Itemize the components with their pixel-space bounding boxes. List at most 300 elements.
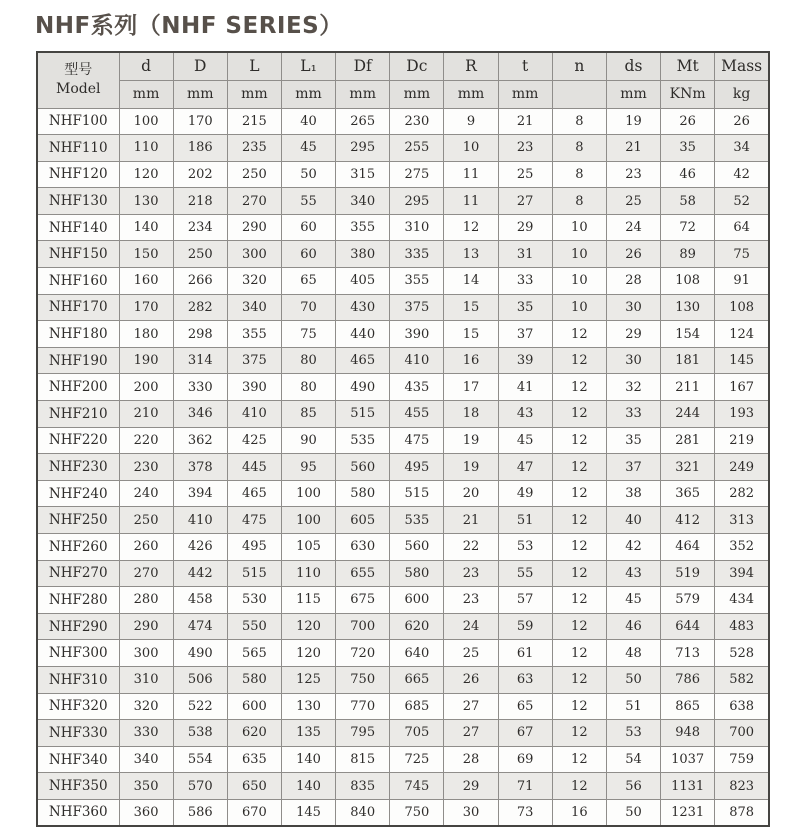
value-cell: 440: [336, 321, 390, 348]
value-cell: 154: [661, 321, 715, 348]
value-cell: 340: [119, 746, 173, 773]
model-cell: NHF140: [37, 214, 119, 241]
value-cell: 38: [606, 480, 660, 507]
table-row: [37, 534, 769, 561]
value-cell: 130: [661, 294, 715, 321]
value-cell: 45: [606, 587, 660, 614]
value-cell: 42: [715, 161, 769, 188]
column-header: t: [498, 52, 552, 80]
value-cell: 100: [119, 108, 173, 135]
value-cell: 12: [552, 560, 606, 587]
value-cell: 355: [227, 321, 281, 348]
column-header: R: [444, 52, 498, 80]
value-cell: 280: [119, 587, 173, 614]
value-cell: 340: [336, 188, 390, 215]
value-cell: 445: [227, 454, 281, 481]
value-cell: 650: [227, 773, 281, 800]
value-cell: 65: [498, 693, 552, 720]
value-cell: 346: [173, 401, 227, 428]
value-cell: 145: [715, 347, 769, 374]
value-cell: 300: [227, 241, 281, 268]
value-cell: 795: [336, 720, 390, 747]
value-cell: 515: [390, 480, 444, 507]
value-cell: 230: [390, 108, 444, 135]
value-cell: 200: [119, 374, 173, 401]
value-cell: 21: [444, 507, 498, 534]
value-cell: 635: [227, 746, 281, 773]
model-cell: NHF260: [37, 534, 119, 561]
value-cell: 425: [227, 427, 281, 454]
value-cell: 11: [444, 161, 498, 188]
value-cell: 355: [390, 268, 444, 295]
model-cell: NHF340: [37, 746, 119, 773]
column-unit: kg: [715, 80, 769, 108]
value-cell: 770: [336, 693, 390, 720]
value-cell: 167: [715, 374, 769, 401]
value-cell: 675: [336, 587, 390, 614]
model-cell: NHF210: [37, 401, 119, 428]
value-cell: 25: [606, 188, 660, 215]
value-cell: 61: [498, 640, 552, 667]
table-row: [37, 454, 769, 481]
value-cell: 56: [606, 773, 660, 800]
value-cell: 33: [606, 401, 660, 428]
value-cell: 14: [444, 268, 498, 295]
value-cell: 1131: [661, 773, 715, 800]
value-cell: 21: [498, 108, 552, 135]
table-row: [37, 613, 769, 640]
model-cell: NHF310: [37, 666, 119, 693]
value-cell: 80: [281, 347, 335, 374]
table-row: [37, 507, 769, 534]
table-row: [37, 746, 769, 773]
value-cell: 410: [173, 507, 227, 534]
value-cell: 12: [552, 640, 606, 667]
model-cell: NHF240: [37, 480, 119, 507]
value-cell: 10: [444, 135, 498, 162]
value-cell: 135: [281, 720, 335, 747]
value-cell: 193: [715, 401, 769, 428]
value-cell: 522: [173, 693, 227, 720]
value-cell: 170: [173, 108, 227, 135]
value-cell: 300: [119, 640, 173, 667]
value-cell: 43: [606, 560, 660, 587]
value-cell: 42: [606, 534, 660, 561]
value-cell: 210: [119, 401, 173, 428]
value-cell: 140: [281, 746, 335, 773]
value-cell: 705: [390, 720, 444, 747]
value-cell: 18: [444, 401, 498, 428]
value-cell: 270: [227, 188, 281, 215]
value-cell: 655: [336, 560, 390, 587]
value-cell: 465: [336, 347, 390, 374]
value-cell: 835: [336, 773, 390, 800]
value-cell: 315: [336, 161, 390, 188]
value-cell: 63: [498, 666, 552, 693]
value-cell: 50: [606, 799, 660, 826]
value-cell: 46: [606, 613, 660, 640]
value-cell: 630: [336, 534, 390, 561]
value-cell: 89: [661, 241, 715, 268]
value-cell: 20: [444, 480, 498, 507]
value-cell: 586: [173, 799, 227, 826]
table-row: [37, 108, 769, 135]
value-cell: 55: [281, 188, 335, 215]
value-cell: 51: [606, 693, 660, 720]
value-cell: 26: [606, 241, 660, 268]
value-cell: 24: [444, 613, 498, 640]
value-cell: 435: [390, 374, 444, 401]
value-cell: 220: [119, 427, 173, 454]
value-cell: 600: [390, 587, 444, 614]
value-cell: 110: [281, 560, 335, 587]
table-row: [37, 640, 769, 667]
value-cell: 59: [498, 613, 552, 640]
value-cell: 579: [661, 587, 715, 614]
value-cell: 464: [661, 534, 715, 561]
value-cell: 12: [552, 587, 606, 614]
value-cell: 55: [498, 560, 552, 587]
column-unit: mm: [444, 80, 498, 108]
value-cell: 266: [173, 268, 227, 295]
value-cell: 535: [336, 427, 390, 454]
value-cell: 34: [715, 135, 769, 162]
value-cell: 190: [119, 347, 173, 374]
value-cell: 50: [281, 161, 335, 188]
column-header-model: [37, 52, 119, 108]
value-cell: 426: [173, 534, 227, 561]
table-row: [37, 294, 769, 321]
table-row: [37, 666, 769, 693]
value-cell: 115: [281, 587, 335, 614]
value-cell: 530: [227, 587, 281, 614]
value-cell: 8: [552, 108, 606, 135]
value-cell: 725: [390, 746, 444, 773]
value-cell: 28: [606, 268, 660, 295]
value-cell: 57: [498, 587, 552, 614]
value-cell: 255: [390, 135, 444, 162]
header-symbol-row: [37, 52, 769, 80]
value-cell: 32: [606, 374, 660, 401]
value-cell: 378: [173, 454, 227, 481]
value-cell: 15: [444, 321, 498, 348]
value-cell: 49: [498, 480, 552, 507]
column-header: Df: [336, 52, 390, 80]
value-cell: 750: [390, 799, 444, 826]
value-cell: 713: [661, 640, 715, 667]
table-row: [37, 321, 769, 348]
value-cell: 26: [715, 108, 769, 135]
table-row: [37, 693, 769, 720]
column-unit: mm: [227, 80, 281, 108]
value-cell: 815: [336, 746, 390, 773]
value-cell: 27: [498, 188, 552, 215]
model-cell: NHF220: [37, 427, 119, 454]
value-cell: 108: [661, 268, 715, 295]
value-cell: 355: [336, 214, 390, 241]
value-cell: 8: [552, 188, 606, 215]
value-cell: 100: [281, 480, 335, 507]
value-cell: 580: [227, 666, 281, 693]
value-cell: 186: [173, 135, 227, 162]
table-row: [37, 374, 769, 401]
column-header: D: [173, 52, 227, 80]
value-cell: 72: [661, 214, 715, 241]
value-cell: 550: [227, 613, 281, 640]
value-cell: 580: [390, 560, 444, 587]
value-cell: 85: [281, 401, 335, 428]
value-cell: 235: [227, 135, 281, 162]
value-cell: 528: [715, 640, 769, 667]
value-cell: 786: [661, 666, 715, 693]
value-cell: 350: [119, 773, 173, 800]
value-cell: 29: [606, 321, 660, 348]
column-header: Mt: [661, 52, 715, 80]
model-cell: NHF280: [37, 587, 119, 614]
value-cell: 35: [498, 294, 552, 321]
value-cell: 25: [444, 640, 498, 667]
value-cell: 535: [390, 507, 444, 534]
model-cell: NHF120: [37, 161, 119, 188]
value-cell: 12: [552, 480, 606, 507]
column-unit: mm: [119, 80, 173, 108]
value-cell: 1231: [661, 799, 715, 826]
value-cell: 26: [661, 108, 715, 135]
value-cell: 878: [715, 799, 769, 826]
value-cell: 620: [227, 720, 281, 747]
model-cell: NHF130: [37, 188, 119, 215]
model-cell: NHF180: [37, 321, 119, 348]
value-cell: 620: [390, 613, 444, 640]
value-cell: 130: [119, 188, 173, 215]
value-cell: 33: [498, 268, 552, 295]
value-cell: 685: [390, 693, 444, 720]
value-cell: 410: [390, 347, 444, 374]
value-cell: 202: [173, 161, 227, 188]
value-cell: 120: [281, 613, 335, 640]
table-row: [37, 214, 769, 241]
value-cell: 58: [661, 188, 715, 215]
table-row: [37, 480, 769, 507]
value-cell: 340: [227, 294, 281, 321]
value-cell: 560: [336, 454, 390, 481]
value-cell: 390: [227, 374, 281, 401]
column-unit: mm: [606, 80, 660, 108]
model-cell: NHF100: [37, 108, 119, 135]
value-cell: 65: [281, 268, 335, 295]
column-unit: KNm: [661, 80, 715, 108]
value-cell: 50: [606, 666, 660, 693]
value-cell: 750: [336, 666, 390, 693]
value-cell: 180: [119, 321, 173, 348]
value-cell: 53: [498, 534, 552, 561]
table-row: [37, 560, 769, 587]
value-cell: 700: [715, 720, 769, 747]
model-cell: NHF360: [37, 799, 119, 826]
value-cell: 605: [336, 507, 390, 534]
value-cell: 25: [498, 161, 552, 188]
model-cell: NHF200: [37, 374, 119, 401]
value-cell: 40: [281, 108, 335, 135]
value-cell: 495: [390, 454, 444, 481]
value-cell: 270: [119, 560, 173, 587]
value-cell: 310: [390, 214, 444, 241]
value-cell: 515: [336, 401, 390, 428]
value-cell: 600: [227, 693, 281, 720]
value-cell: 12: [552, 720, 606, 747]
value-cell: 320: [119, 693, 173, 720]
value-cell: 30: [606, 294, 660, 321]
value-cell: 27: [444, 720, 498, 747]
value-cell: 48: [606, 640, 660, 667]
value-cell: 865: [661, 693, 715, 720]
value-cell: 244: [661, 401, 715, 428]
value-cell: 37: [498, 321, 552, 348]
model-header-cn: 型号: [64, 62, 93, 79]
value-cell: 554: [173, 746, 227, 773]
value-cell: 580: [336, 480, 390, 507]
value-cell: 17: [444, 374, 498, 401]
value-cell: 475: [390, 427, 444, 454]
value-cell: 211: [661, 374, 715, 401]
value-cell: 10: [552, 214, 606, 241]
column-header: L: [227, 52, 281, 80]
value-cell: 490: [336, 374, 390, 401]
value-cell: 330: [173, 374, 227, 401]
value-cell: 219: [715, 427, 769, 454]
value-cell: 314: [173, 347, 227, 374]
column-unit: mm: [281, 80, 335, 108]
value-cell: 23: [498, 135, 552, 162]
table-row: [37, 188, 769, 215]
value-cell: 560: [390, 534, 444, 561]
column-unit: mm: [498, 80, 552, 108]
value-cell: 145: [281, 799, 335, 826]
value-cell: 16: [444, 347, 498, 374]
model-cell: NHF190: [37, 347, 119, 374]
value-cell: 475: [227, 507, 281, 534]
table-row: [37, 161, 769, 188]
value-cell: 100: [281, 507, 335, 534]
value-cell: 130: [281, 693, 335, 720]
value-cell: 70: [281, 294, 335, 321]
value-cell: 483: [715, 613, 769, 640]
model-cell: NHF150: [37, 241, 119, 268]
value-cell: 9: [444, 108, 498, 135]
column-header: Mass: [715, 52, 769, 80]
header-unit-row: [37, 80, 769, 108]
value-cell: 8: [552, 135, 606, 162]
model-cell: NHF300: [37, 640, 119, 667]
column-header: ds: [606, 52, 660, 80]
model-cell: NHF350: [37, 773, 119, 800]
value-cell: 15: [444, 294, 498, 321]
value-cell: 60: [281, 241, 335, 268]
value-cell: 16: [552, 799, 606, 826]
value-cell: 281: [661, 427, 715, 454]
column-unit: mm: [390, 80, 444, 108]
value-cell: 12: [552, 773, 606, 800]
value-cell: 12: [552, 374, 606, 401]
value-cell: 295: [336, 135, 390, 162]
value-cell: 12: [552, 401, 606, 428]
value-cell: 22: [444, 534, 498, 561]
value-cell: 12: [552, 454, 606, 481]
table-row: [37, 241, 769, 268]
value-cell: 29: [498, 214, 552, 241]
value-cell: 12: [552, 321, 606, 348]
value-cell: 23: [444, 587, 498, 614]
value-cell: 19: [606, 108, 660, 135]
column-unit: mm: [173, 80, 227, 108]
value-cell: 465: [227, 480, 281, 507]
value-cell: 12: [552, 746, 606, 773]
value-cell: 375: [390, 294, 444, 321]
value-cell: 71: [498, 773, 552, 800]
value-cell: 75: [281, 321, 335, 348]
value-cell: 40: [606, 507, 660, 534]
value-cell: 31: [498, 241, 552, 268]
model-cell: NHF320: [37, 693, 119, 720]
table-row: [37, 347, 769, 374]
value-cell: 234: [173, 214, 227, 241]
value-cell: 120: [281, 640, 335, 667]
value-cell: 24: [606, 214, 660, 241]
value-cell: 69: [498, 746, 552, 773]
value-cell: 515: [227, 560, 281, 587]
value-cell: 405: [336, 268, 390, 295]
value-cell: 506: [173, 666, 227, 693]
value-cell: 840: [336, 799, 390, 826]
value-cell: 412: [661, 507, 715, 534]
value-cell: 375: [227, 347, 281, 374]
model-header-en: Model: [56, 81, 101, 98]
value-cell: 181: [661, 347, 715, 374]
model-cell: NHF170: [37, 294, 119, 321]
model-cell: NHF230: [37, 454, 119, 481]
value-cell: 12: [552, 613, 606, 640]
value-cell: 823: [715, 773, 769, 800]
value-cell: 140: [281, 773, 335, 800]
value-cell: 41: [498, 374, 552, 401]
value-cell: 290: [227, 214, 281, 241]
value-cell: 665: [390, 666, 444, 693]
table-row: [37, 720, 769, 747]
value-cell: 12: [552, 693, 606, 720]
value-cell: 12: [444, 214, 498, 241]
value-cell: 218: [173, 188, 227, 215]
column-unit: [552, 80, 606, 108]
value-cell: 700: [336, 613, 390, 640]
table-header: [37, 52, 769, 108]
value-cell: 75: [715, 241, 769, 268]
value-cell: 73: [498, 799, 552, 826]
value-cell: 455: [390, 401, 444, 428]
value-cell: 12: [552, 534, 606, 561]
value-cell: 46: [661, 161, 715, 188]
value-cell: 380: [336, 241, 390, 268]
value-cell: 52: [715, 188, 769, 215]
table-row: [37, 401, 769, 428]
value-cell: 638: [715, 693, 769, 720]
value-cell: 13: [444, 241, 498, 268]
value-cell: 124: [715, 321, 769, 348]
value-cell: 365: [661, 480, 715, 507]
value-cell: 170: [119, 294, 173, 321]
value-cell: 19: [444, 427, 498, 454]
value-cell: 90: [281, 427, 335, 454]
value-cell: 250: [119, 507, 173, 534]
